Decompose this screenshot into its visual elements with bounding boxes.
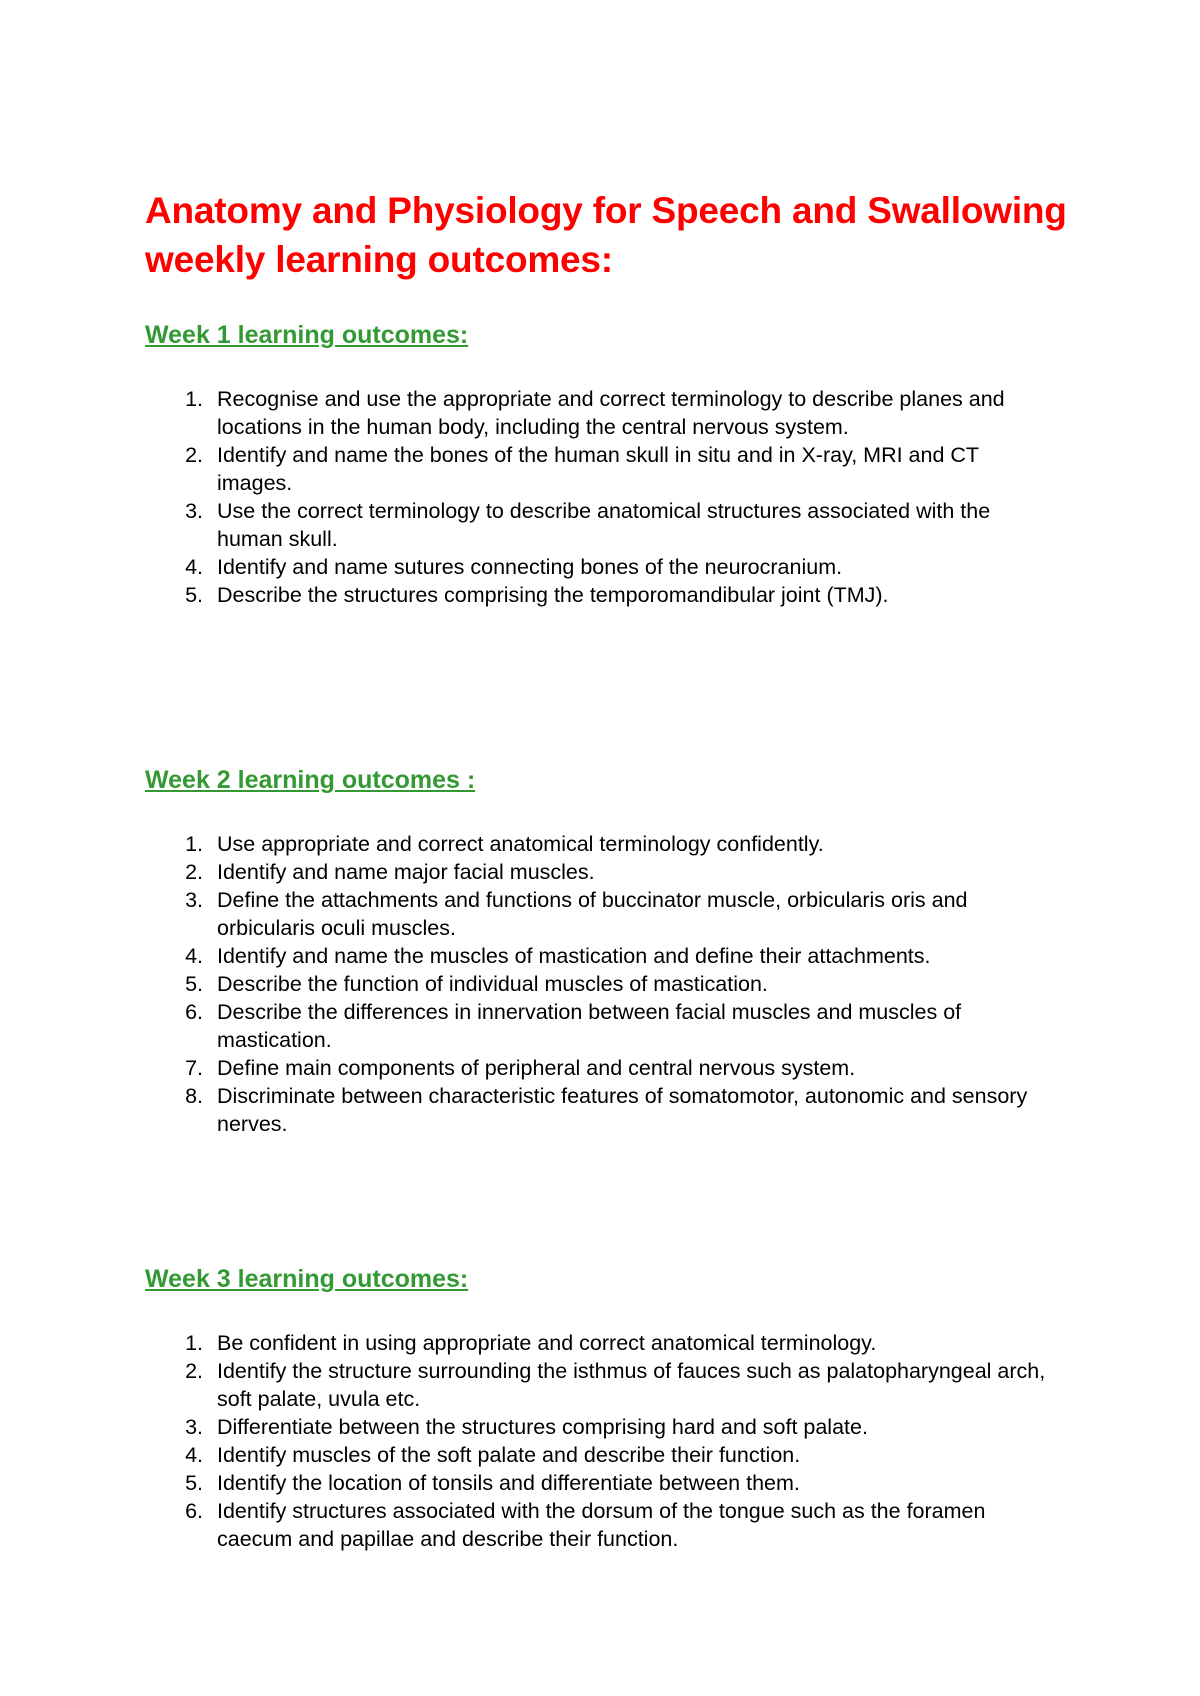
outcome-item — [145, 970, 1085, 998]
week-1-section — [145, 320, 1085, 609]
outcome-number: 2. — [185, 860, 203, 884]
outcome-text: Describe the differences in innervation between facial muscles and muscles of mastication. — [217, 1000, 962, 1052]
outcome-text: Use appropriate and correct anatomical terminology confidently. — [217, 832, 824, 856]
outcome-item — [145, 581, 1085, 609]
outcome-item — [145, 830, 1085, 858]
outcome-item — [145, 1054, 1085, 1082]
week-3-heading: Week 3 learning outcomes: — [145, 1265, 469, 1293]
outcome-item — [145, 385, 1085, 441]
outcome-item — [145, 998, 1085, 1054]
outcome-item — [145, 1357, 1085, 1413]
outcome-text: Identify structures associated with the dorsum of the tongue such as the foramen caecum and papillae and describe their function. — [217, 1499, 986, 1551]
outcome-item — [145, 497, 1085, 553]
week-2-outcomes-list — [145, 830, 1085, 1138]
outcome-number: 5. — [185, 583, 203, 607]
outcome-text: Identify and name sutures connecting bones of the neurocranium. — [217, 555, 843, 579]
outcome-item — [145, 1469, 1085, 1497]
outcome-text: Identify the location of tonsils and differentiate between them. — [217, 1471, 800, 1495]
outcome-number: 1. — [185, 387, 203, 411]
outcome-item — [145, 1329, 1085, 1357]
outcome-text: Differentiate between the structures comprising hard and soft palate. — [217, 1415, 868, 1439]
outcome-item — [145, 441, 1085, 497]
week-1-outcomes-list — [145, 385, 1085, 609]
week-2-heading: Week 2 learning outcomes : — [145, 766, 476, 794]
outcome-number: 6. — [185, 1000, 203, 1024]
outcome-text: Identify and name the muscles of mastication and define their attachments. — [217, 944, 931, 968]
outcome-number: 3. — [185, 1415, 203, 1439]
outcome-number: 3. — [185, 499, 203, 523]
outcome-item — [145, 886, 1085, 942]
week-3-section — [145, 1264, 1085, 1553]
outcome-text: Use the correct terminology to describe anatomical structures associated with the human skull. — [217, 499, 991, 551]
outcome-number: 2. — [185, 443, 203, 467]
outcome-number: 4. — [185, 1443, 203, 1467]
outcome-item — [145, 553, 1085, 581]
outcome-text: Be confident in using appropriate and correct anatomical terminology. — [217, 1331, 877, 1355]
week-2-section — [145, 765, 1085, 1138]
document-title: Anatomy and Physiology for Speech and Swallowing weekly learning outcomes: — [145, 190, 1067, 280]
outcome-item — [145, 1413, 1085, 1441]
outcome-text: Recognise and use the appropriate and correct terminology to describe planes and locations in the human body, including the central nervous system. — [217, 387, 1005, 439]
outcome-number: 1. — [185, 832, 203, 856]
outcome-number: 2. — [185, 1359, 203, 1383]
outcome-item — [145, 1497, 1085, 1553]
outcome-item — [145, 858, 1085, 886]
outcome-number: 3. — [185, 888, 203, 912]
outcome-text: Define main components of peripheral and central nervous system. — [217, 1056, 856, 1080]
outcome-item — [145, 1082, 1085, 1138]
outcome-number: 5. — [185, 972, 203, 996]
outcome-number: 6. — [185, 1499, 203, 1523]
outcome-item — [145, 1441, 1085, 1469]
outcome-item — [145, 942, 1085, 970]
outcome-number: 4. — [185, 944, 203, 968]
outcome-number: 7. — [185, 1056, 203, 1080]
outcome-text: Identify and name the bones of the human skull in situ and in X-ray, MRI and CT images. — [217, 443, 979, 495]
outcome-text: Identify muscles of the soft palate and describe their function. — [217, 1443, 801, 1467]
outcome-text: Identify and name major facial muscles. — [217, 860, 595, 884]
outcome-number: 1. — [185, 1331, 203, 1355]
outcome-number: 5. — [185, 1471, 203, 1495]
outcome-text: Describe the structures comprising the temporomandibular joint (TMJ). — [217, 583, 889, 607]
outcome-text: Identify the structure surrounding the isthmus of fauces such as palatopharyngeal arch, soft palate, uvula etc. — [217, 1359, 1046, 1411]
outcome-text: Define the attachments and functions of buccinator muscle, orbicularis oris and orbicularis oculi muscles. — [217, 888, 968, 940]
outcome-number: 4. — [185, 555, 203, 579]
outcome-text: Describe the function of individual muscles of mastication. — [217, 972, 768, 996]
week-3-outcomes-list — [145, 1329, 1085, 1553]
outcome-number: 8. — [185, 1084, 203, 1108]
outcome-text: Discriminate between characteristic features of somatomotor, autonomic and sensory nerves. — [217, 1084, 1028, 1136]
week-1-heading: Week 1 learning outcomes: — [145, 321, 469, 349]
